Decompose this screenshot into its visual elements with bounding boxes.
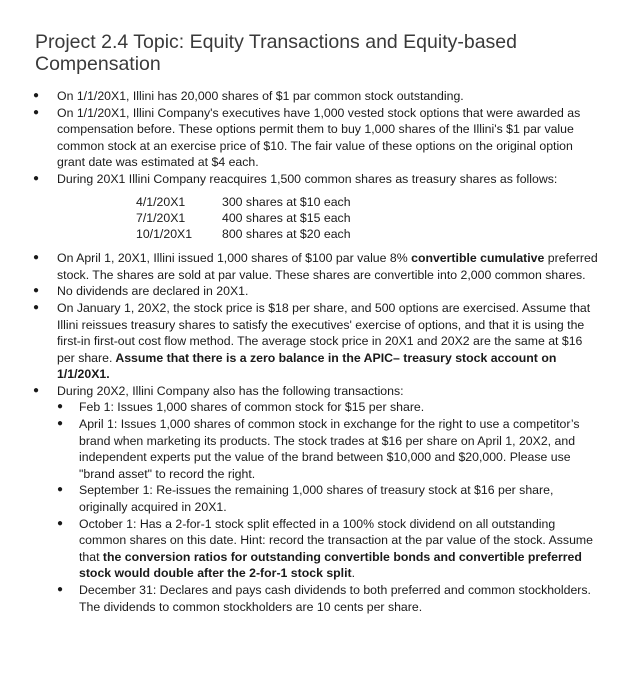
bullet-icon: ● xyxy=(57,484,64,496)
list-item xyxy=(0,105,638,171)
schedule-desc: 300 shares at $10 each xyxy=(222,194,351,209)
sub-item-text: December 31: Declares and pays cash dividends to both preferred and common stockholders. The dividends to common stockholders are 10 cents per share. xyxy=(79,583,591,614)
list-item xyxy=(0,88,638,105)
item-text: No dividends are declared in 20X1. xyxy=(57,284,249,299)
list-item xyxy=(0,300,638,383)
schedule-date: 10/1/20X1 xyxy=(136,226,193,241)
page-title: Project 2.4 Topic: Equity Transactions and Equity-based Compensation xyxy=(35,31,517,75)
schedule-row xyxy=(136,210,602,226)
bullet-icon: ● xyxy=(57,418,64,430)
bullet-icon: ● xyxy=(33,285,40,297)
schedule-desc: 400 shares at $15 each xyxy=(222,210,351,225)
sub-item-text: April 1: Issues 1,000 shares of common stock in exchange for the right to use a competitor’s brand when marketing its products. The stock trades at $16 per share on April 1, 20X2, and independent experts put the value of the brand between $10,000 and $20,000. Please use "brand asset" to record the right. xyxy=(79,417,580,481)
sub-list-item xyxy=(57,482,602,515)
sub-list-item xyxy=(57,516,602,582)
item-text-bold: Assume that there is a zero balance in the APIC– treasury stock account on 1/1/20X1. xyxy=(57,350,557,382)
list-item xyxy=(0,250,638,283)
schedule-desc: 800 shares at $20 each xyxy=(222,226,351,241)
bullet-icon: ● xyxy=(57,584,64,595)
bullet-icon: ● xyxy=(33,106,40,118)
main-bullet-list xyxy=(0,88,638,615)
sub-list-item xyxy=(57,582,602,615)
sub-item-text: September 1: Re-issues the remaining 1,000 shares of treasury stock at $16 per share, originally acquired in 20X1. xyxy=(79,483,554,515)
sub-bullet-list xyxy=(57,399,602,615)
item-text: During 20X1 Illini Company reacquires 1,500 common shares as treasury shares as follows: xyxy=(57,171,558,186)
treasury-schedule xyxy=(136,194,602,243)
item-text: On 1/1/20X1, Illini Company's executives have 1,000 vested stock options that were awarded as compensation before. These options permit them to buy 1,000 shares of the Illini's $1 par value common stock at an exercise price of $10. The fair value of these options on the original option grant date was estimated at $4 each. xyxy=(57,105,581,170)
schedule-row xyxy=(136,194,602,210)
bullet-icon: ● xyxy=(33,384,40,396)
schedule-date: 7/1/20X1 xyxy=(136,210,186,225)
list-item xyxy=(0,383,638,615)
sub-list-item xyxy=(57,416,602,482)
bullet-icon: ● xyxy=(33,252,40,264)
sub-item-text: October 1: Has a 2-for-1 stock split effected in a 100% stock dividend on all outstanding common shares on this date. Hint: record the transaction at the par value of the stock. Assume that xyxy=(79,516,594,564)
bullet-icon: ● xyxy=(57,517,64,529)
bullet-icon: ● xyxy=(33,90,40,101)
bullet-icon: ● xyxy=(33,172,40,184)
schedule-row xyxy=(136,226,602,242)
item-text: On January 1, 20X2, the stock price is $18 per share, and 500 options are exercised. Assume that Illini reissues treasury shares to satisfy the executives' exercise of options, and that it is using the first-in first-out cost flow method. The average stock price in 20X1 and 20X2 are the same at $16 per share. xyxy=(57,300,591,365)
sub-item-text-bold: the conversion ratios for outstanding convertible bonds and convertible preferred stock would double after the 2-for-1 stock split xyxy=(79,549,582,581)
item-text: preferred stock. The shares are sold at par value. These shares are convertible into 2,000 common shares. xyxy=(57,251,598,282)
sub-item-text: . xyxy=(351,566,356,581)
bullet-icon: ● xyxy=(57,401,64,413)
list-item xyxy=(0,283,638,300)
item-text-bold: convertible cumulative xyxy=(407,251,545,266)
sub-list-item xyxy=(57,399,602,416)
schedule-date: 4/1/20X1 xyxy=(136,194,186,209)
item-text: On 1/1/20X1, Illini has 20,000 shares of $1 par common stock outstanding. xyxy=(57,89,464,103)
document-body xyxy=(0,88,638,615)
item-text: During 20X2, Illini Company also has the following transactions: xyxy=(57,383,404,398)
item-text: On April 1, 20X1, Illini issued 1,000 shares of $100 par value 8% xyxy=(57,251,408,266)
sub-item-text: Feb 1: Issues 1,000 shares of common stock for $15 per share. xyxy=(79,400,425,415)
bullet-icon: ● xyxy=(33,301,40,313)
list-item xyxy=(0,171,638,242)
